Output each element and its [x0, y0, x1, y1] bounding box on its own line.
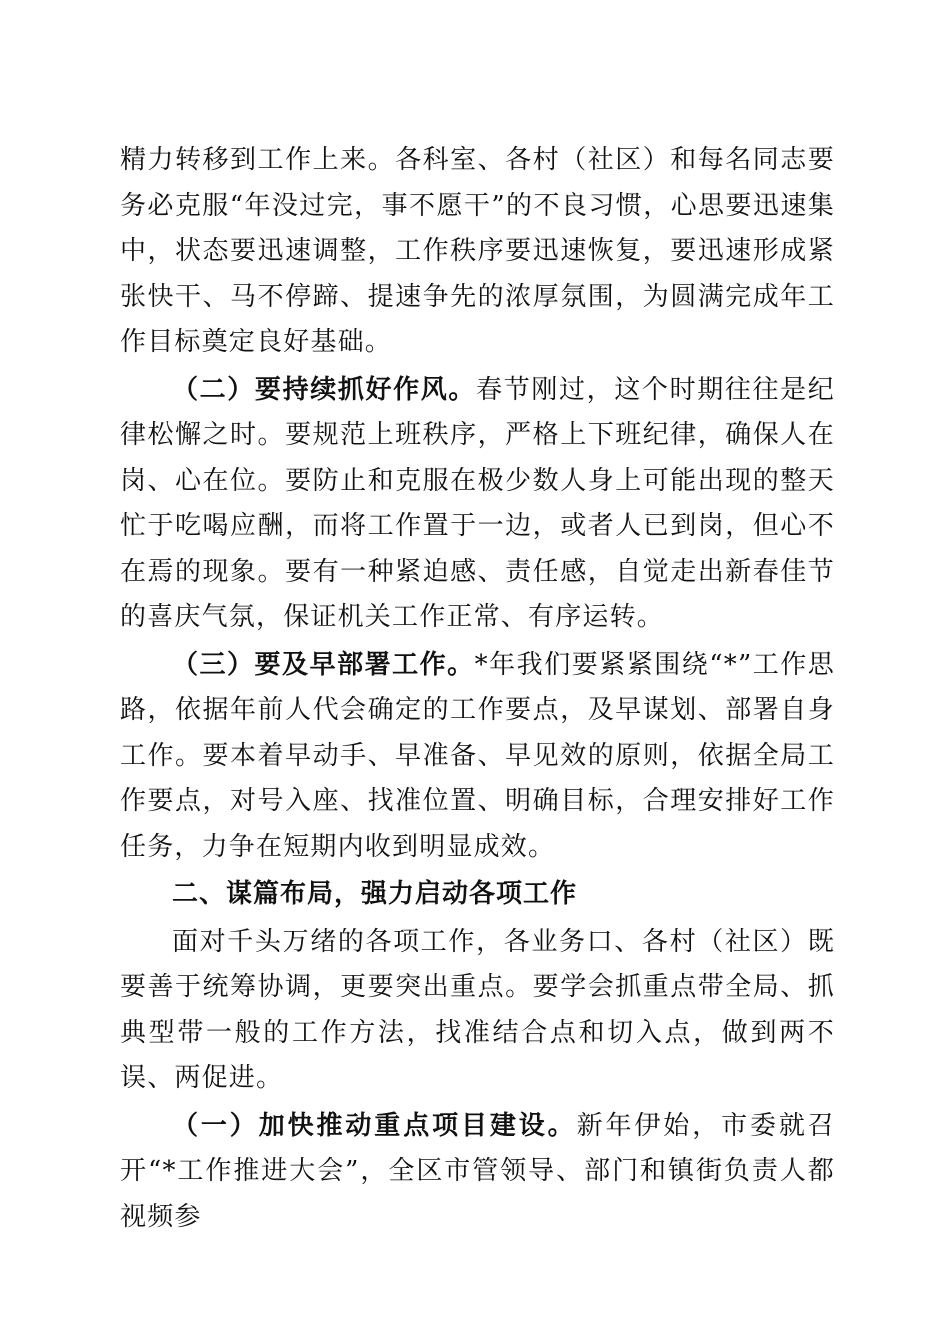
paragraph-text: *年我们要紧紧围绕“*”工作思路，依据年前人代会确定的工作要点，及早谋划、部署自身工作。要本着早动手、早准备、早见效的原则，依据全局工作要点，对号入座、找准位置、明确目标，合理安排好工作任务，力争在短期内收到明显成效。	[120, 649, 835, 862]
document-body	[120, 138, 835, 1240]
paragraph-text: 春节刚过，这个时期往往是纪律松懈之时。要规范上班秩序，严格上下班纪律，确保人在岗、心在位。要防止和克服在极少数人身上可能出现的整天忙于吃喝应酬，而将工作置于一边，或者人已到岗，但心不在焉的现象。要有一种紧迫感、责任感，自觉走出新春佳节的喜庆气氛，保证机关工作正常、有序运转。	[120, 374, 835, 632]
paragraph-text: 面对千头万绪的各项工作，各业务口、各村（社区）既要善于统筹协调，更要突出重点。要学会抓重点带全局、抓典型带一般的工作方法，找准结合点和切入点，做到两不误、两促进。	[120, 926, 835, 1093]
section-heading: 二、谋篇布局，强力启动各项工作	[172, 879, 578, 909]
paragraph-lead: （一）加快推动重点项目建设。	[172, 1110, 577, 1141]
paragraph-text: 新年伊始，市委就召开“*工作推进大会”，全区市管领导、部门和镇街负责人都视频参	[120, 1110, 835, 1232]
paragraph-coordination	[120, 920, 835, 1102]
paragraph-key-projects	[120, 1104, 835, 1241]
paragraph-continued	[120, 138, 835, 366]
paragraph-lead: （二）要持续抓好作风。	[172, 374, 477, 405]
paragraph-text: 精力转移到工作上来。各科室、各村（社区）和每名同志要务必克服“年没过完，事不愿干”的不良习惯，心思要迅速集中，状态要迅速调整，工作秩序要迅速恢复，要迅速形成紧张快干、马不停蹄、提速争先的浓厚氛围，为圆满完成年工作目标奠定良好基础。	[120, 145, 835, 357]
paragraph-deployment	[120, 643, 835, 871]
paragraph-lead: （三）要及早部署工作。	[172, 649, 475, 680]
paragraph-discipline	[120, 368, 835, 641]
